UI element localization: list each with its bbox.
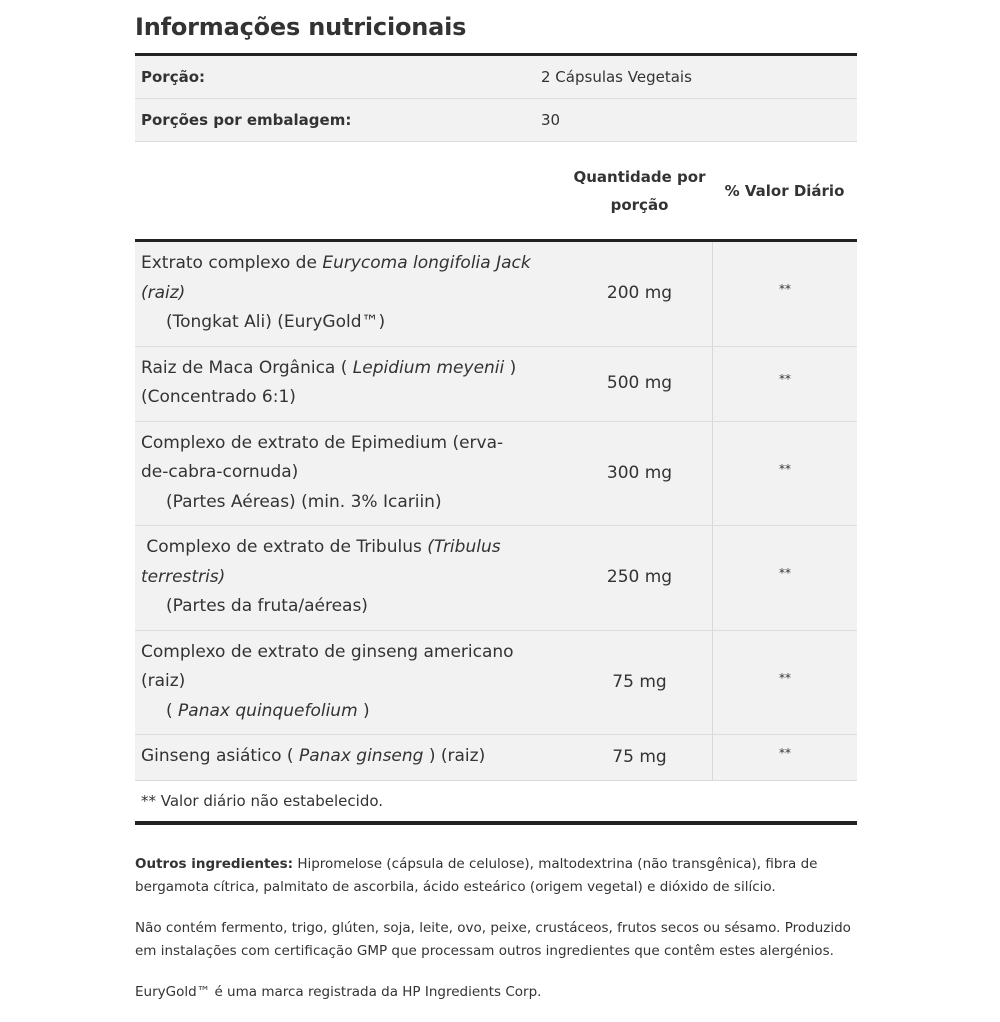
serving-size-row <box>135 56 857 99</box>
ingredient-daily-value: ** <box>712 347 857 421</box>
other-ingredients-text: Hipromelose (cápsula de celulose), maltodextrina (não transgênica), fibra de bergamota cítrica, palmitato de ascorbila, ácido esteárico (origem vegetal) e dióxido de silício. <box>135 855 818 895</box>
ingredient-subtext: (Partes Aéreas) (min. 3% Icariin) <box>166 491 442 512</box>
table-row <box>135 347 857 422</box>
ingredient-amount: 500 mg <box>606 372 673 393</box>
ingredient-subtext: (Concentrado 6:1) <box>141 387 296 407</box>
ingredient-daily-value: ** <box>712 735 857 780</box>
serving-size-value: 2 Cápsulas Vegetais <box>541 68 692 86</box>
ingredient-name-text: Complexo de extrato de Tribulus <box>141 537 428 557</box>
ingredient-name-suffix: ) <box>504 357 517 378</box>
table-row <box>135 242 857 347</box>
ingredient-name <box>135 735 567 780</box>
additional-notes <box>135 853 857 1004</box>
ingredient-subtext: (Tongkat Ali) (EuryGold™) <box>166 312 386 332</box>
subtext-close: ) <box>357 700 370 721</box>
ingredient-daily-value: ** <box>712 242 857 346</box>
ingredient-scientific-name: Panax quinquefolium <box>178 700 358 721</box>
ingredient-name-text: Complexo de extrato de Epimedium (erva-de-cabra-cornuda) <box>141 432 504 482</box>
trademark-statement: EuryGold™ é uma marca registrada da HP Ingredients Corp. <box>135 983 542 1000</box>
ingredient-name <box>135 347 567 421</box>
ingredient-name-suffix: ) (raiz) <box>423 746 486 766</box>
ingredient-scientific-name: Eurycoma longifolia Jack <box>322 253 531 273</box>
ingredient-daily-value: ** <box>712 526 857 630</box>
ingredient-scientific-name: Lepidium meyenii <box>352 357 505 378</box>
table-row <box>135 631 857 736</box>
ingredient-subtext <box>141 697 527 727</box>
ingredient-scientific-name: Panax ginseng <box>298 746 424 766</box>
serving-size-label: Porção: <box>141 68 206 86</box>
facts-table <box>135 239 857 825</box>
facts-table-header <box>135 143 857 239</box>
ingredient-name <box>135 631 567 735</box>
ingredient-amount: 200 mg <box>606 283 673 303</box>
table-row <box>135 735 857 781</box>
ingredient-name-text: Complexo de extrato de ginseng americano (raiz) <box>141 641 514 691</box>
header-daily-value: % Valor Diário <box>724 182 845 200</box>
header-amount-per-serving <box>567 163 712 219</box>
other-ingredients <box>135 853 857 899</box>
allergen-statement: Não contém fermento, trigo, glúten, soja, leite, ovo, peixe, crustáceos, frutos secos ou sésamo. Produzido em instalações com certificação GMP que processam outros ingredientes que contêm estes alergénios. <box>135 919 851 959</box>
serving-info-table <box>135 53 857 142</box>
servings-per-container-row <box>135 99 857 142</box>
ingredient-scientific-name: (Tribulus terrestris) <box>141 537 501 587</box>
ingredient-amount: 75 mg <box>612 671 667 692</box>
ingredient-amount: 75 mg <box>612 746 667 767</box>
page-title: Informações nutricionais <box>135 13 467 41</box>
ingredient-part: (raiz) <box>141 282 186 303</box>
table-row <box>135 526 857 631</box>
ingredient-daily-value: ** <box>712 422 857 526</box>
ingredient-subtext: (Partes da fruta/aéreas) <box>166 596 368 616</box>
ingredient-name <box>135 242 567 346</box>
ingredient-name-text: Extrato complexo de <box>141 253 323 273</box>
daily-value-footnote: ** Valor diário não estabelecido. <box>135 781 857 825</box>
header-amount-line2: porção <box>610 196 669 214</box>
ingredient-name-text: Ginseng asiático ( <box>141 746 299 766</box>
nutrition-facts-panel <box>135 0 857 1022</box>
other-ingredients-label: Outros ingredientes: <box>135 855 294 872</box>
ingredient-name-text: Raiz de Maca Orgânica ( <box>141 357 353 378</box>
servings-per-container-value: 30 <box>541 111 561 129</box>
ingredient-daily-value: ** <box>712 631 857 735</box>
header-amount-line1: Quantidade por <box>573 168 706 186</box>
table-row <box>135 422 857 527</box>
ingredient-amount: 300 mg <box>606 462 673 483</box>
ingredient-name <box>135 422 567 526</box>
ingredient-name <box>135 526 567 630</box>
servings-per-container-label: Porções por embalagem: <box>141 111 352 129</box>
ingredient-amount: 250 mg <box>606 567 673 587</box>
subtext-open: ( <box>166 700 179 721</box>
